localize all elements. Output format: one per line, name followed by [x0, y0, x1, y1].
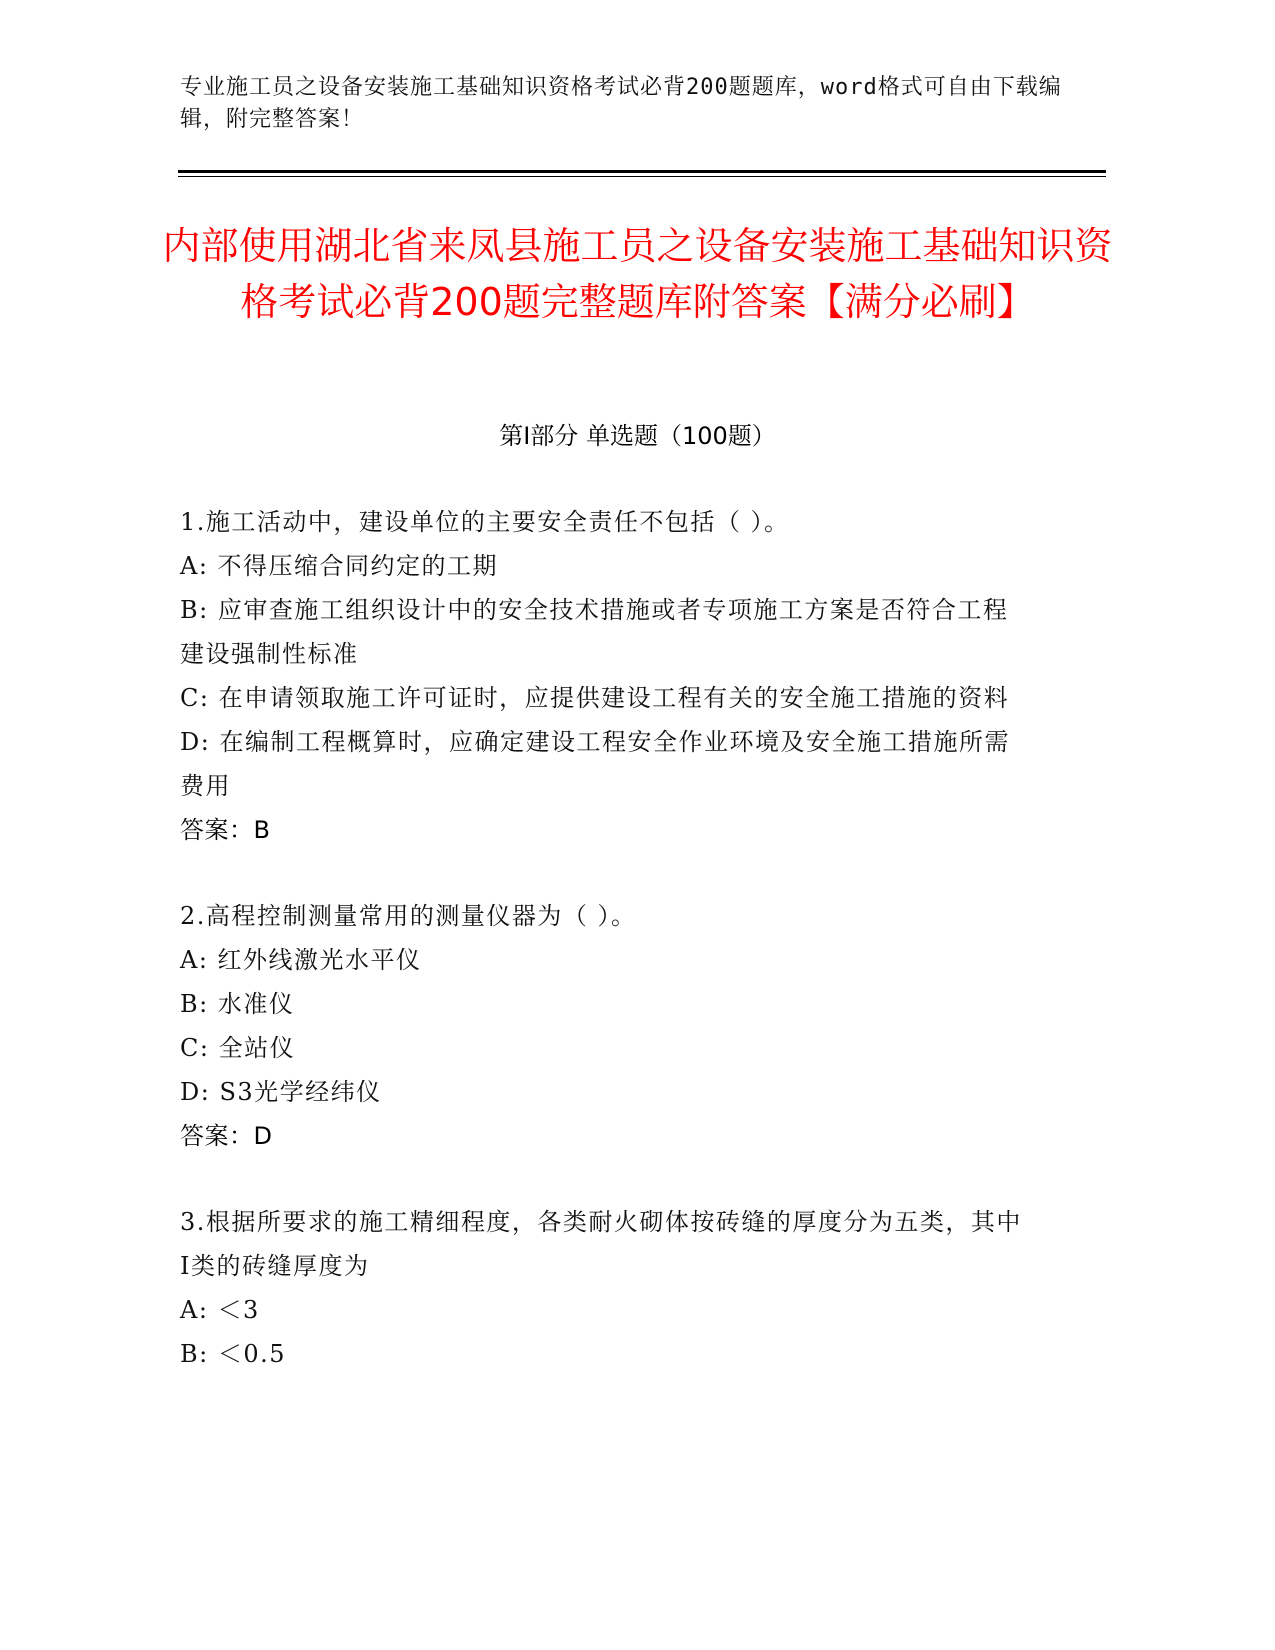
option-d: D: 在编制工程概算时，应确定建设工程安全作业环境及安全施工措施所需费用 [180, 728, 1010, 800]
question-stem: 1.施工活动中，建设单位的主要安全责任不包括（ ）。 [180, 508, 790, 536]
header-note: 专业施工员之设备安装施工基础知识资格考试必背200题题库，word格式可自由下载编辑，附完整答案！ [180, 75, 1062, 132]
option-d: D: S3光学经纬仪 [180, 1078, 382, 1106]
option-b: B: ＜0.5 [180, 1340, 287, 1368]
document-title: 内部使用湖北省来凤县施工员之设备安装施工基础知识资格考试必背200题完整题库附答案【满分必刷】 [162, 224, 1113, 324]
option-c: C: 在申请领取施工许可证时，应提供建设工程有关的安全施工措施的资料 [180, 684, 1010, 712]
question-1 [180, 500, 1030, 852]
option-b: B: 水准仪 [180, 990, 295, 1018]
section-title: 第I部分 单选题（100题） [499, 422, 776, 450]
question-stem: 2.高程控制测量常用的测量仪器为（ ）。 [180, 902, 637, 930]
option-b: B: 应审查施工组织设计中的安全技术措施或者专项施工方案是否符合工程建设强制性标准 [180, 596, 1009, 668]
question-list [180, 500, 1030, 1418]
answer: 答案：B [180, 816, 271, 844]
question-2 [180, 894, 1030, 1158]
option-a: A: 红外线激光水平仪 [180, 946, 422, 974]
question-3 [180, 1200, 1030, 1376]
option-c: C: 全站仪 [180, 1034, 296, 1062]
answer: 答案：D [180, 1122, 273, 1150]
header-rule-thick [178, 170, 1106, 173]
header-rule-thin [178, 176, 1106, 177]
question-stem: 3.根据所要求的施工精细程度，各类耐火砌体按砖缝的厚度分为五类，其中I类的砖缝厚度为 [180, 1208, 1022, 1280]
option-a: A: 不得压缩合同约定的工期 [180, 552, 499, 580]
option-a: A: ＜3 [180, 1296, 260, 1324]
